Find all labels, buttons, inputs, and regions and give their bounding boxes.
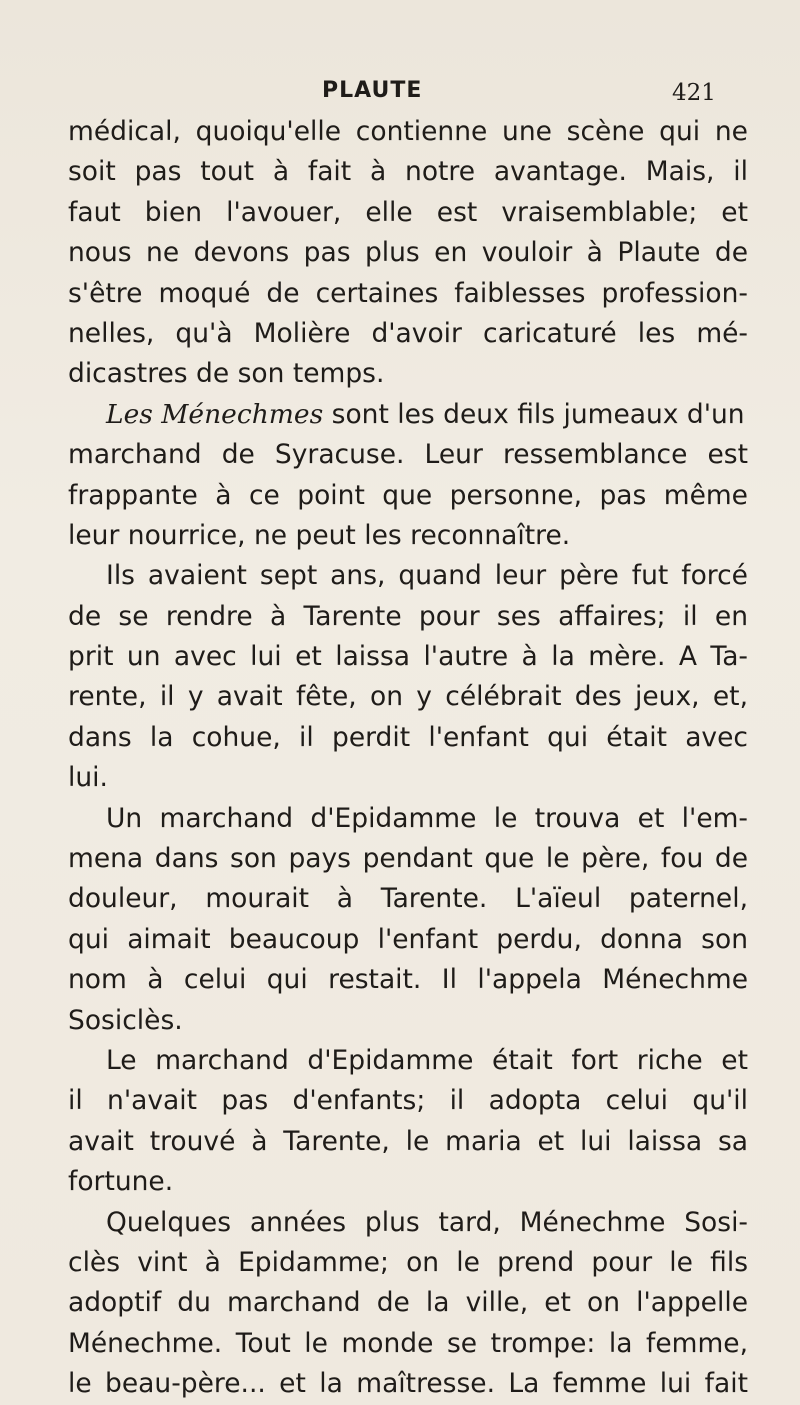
text-line: adoptif du marchand de la ville, et on l'appelle: [68, 1287, 748, 1319]
body-text: [68, 112, 748, 1405]
text-line: Ils avaient sept ans, quand leur père fut forcé: [106, 560, 748, 592]
text-line: mena dans son pays pendant que le père, fou de: [68, 843, 748, 875]
text-fragment: sont les deux fils jumeaux d'un: [331, 398, 745, 430]
text-line: fortune.: [68, 1166, 174, 1198]
text-line: Le marchand d'Epidamme était fort riche et: [106, 1044, 748, 1076]
text-line: s'être moqué de certaines faiblesses profession-: [68, 277, 748, 309]
text-line: prit un avec lui et laissa l'autre à la mère. A Ta-: [68, 641, 748, 673]
text-line: Un marchand d'Epidamme le trouva et l'em-: [106, 802, 748, 834]
work-title: Les Ménechmes: [106, 398, 324, 430]
text-line: dans la cohue, il perdit l'enfant qui était avec: [68, 721, 748, 753]
text-line: lui.: [68, 762, 108, 794]
text-line: le beau-père... et la maîtresse. La femme lui fait: [68, 1368, 748, 1400]
text-line: dicastres de son temps.: [68, 358, 385, 390]
text-line: soit pas tout à fait à notre avantage. Mais, il: [68, 156, 748, 188]
text-line: Quelques années plus tard, Ménechme Sosi-: [106, 1206, 748, 1238]
text-line: qui aimait beaucoup l'enfant perdu, donna son: [68, 923, 748, 955]
text-line: nom à celui qui restait. Il l'appela Ménechme: [68, 964, 748, 996]
text-line: frappante à ce point que personne, pas même: [68, 479, 748, 511]
text-line: Sosiclès.: [68, 1004, 183, 1036]
text-line: douleur, mourait à Tarente. L'aïeul paternel,: [68, 883, 748, 915]
text-line: il n'avait pas d'enfants; il adopta celui qu'il: [68, 1085, 748, 1117]
text-line-with-title: [68, 395, 748, 435]
text-line: marchand de Syracuse. Leur ressemblance est: [68, 439, 748, 471]
text-line: leur nourrice, ne peut les reconnaître.: [68, 519, 571, 551]
text-line: nous ne devons pas plus en vouloir à Plaute de: [68, 237, 748, 269]
page-header: [0, 78, 800, 108]
text-line: Ménechme. Tout le monde se trompe: la femme,: [68, 1327, 748, 1359]
text-line: clès vint à Epidamme; on le prend pour le fils: [68, 1246, 748, 1278]
text-line: de se rendre à Tarente pour ses affaires; il en: [68, 600, 748, 632]
text-line: médical, quoiqu'elle contienne une scène qui ne: [68, 116, 748, 147]
text-line: rente, il y avait fête, on y célébrait des jeux, et,: [68, 681, 748, 713]
page-number: 421: [672, 80, 716, 106]
text-line: avait trouvé à Tarente, le maria et lui laissa sa: [68, 1125, 748, 1157]
text-line: nelles, qu'à Molière d'avoir caricaturé les mé-: [68, 317, 748, 349]
text-line: faut bien l'avouer, elle est vraisemblable; et: [68, 196, 748, 228]
running-title: PLAUTE: [322, 78, 423, 103]
